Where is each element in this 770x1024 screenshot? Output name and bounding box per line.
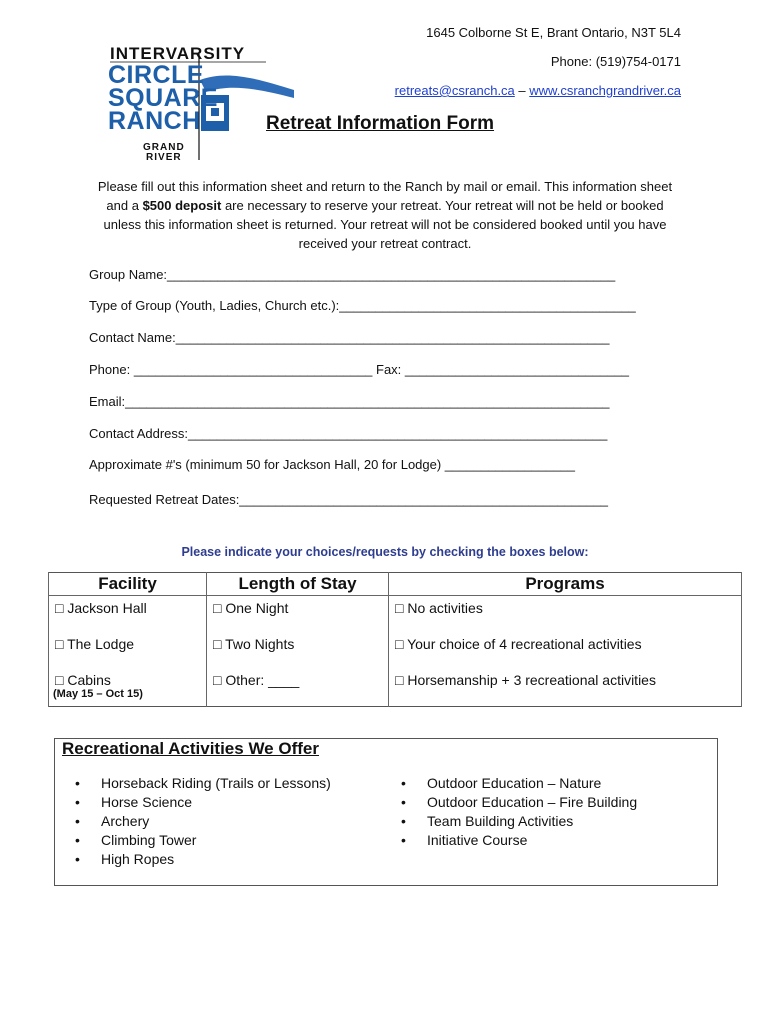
- header-programs: Programs: [389, 573, 742, 596]
- checkbox-four-activities[interactable]: □ Your choice of 4 recreational activities: [389, 632, 742, 668]
- list-item: • Outdoor Education – Fire Building: [401, 793, 637, 812]
- retreat-dates-field[interactable]: Requested Retreat Dates:___________________________________________________: [89, 492, 609, 507]
- checkbox-horsemanship[interactable]: □ Horsemanship + 3 recreational activities: [389, 668, 742, 707]
- group-type-field[interactable]: Type of Group (Youth, Ladies, Church etc.):_________________________________________: [89, 298, 636, 313]
- checkbox-jackson-hall[interactable]: □ Jackson Hall: [49, 596, 207, 633]
- website-link[interactable]: www.csranchgrandriver.ca: [529, 83, 681, 98]
- address: 1645 Colborne St E, Brant Ontario, N3T 5L4: [426, 25, 681, 40]
- checkbox-the-lodge[interactable]: □ The Lodge: [49, 632, 207, 668]
- contact-address-field[interactable]: Contact Address:__________________________________________________________: [89, 426, 608, 441]
- choices-header-row: [49, 573, 742, 596]
- checkbox-instructions: Please indicate your choices/requests by checking the boxes below:: [181, 545, 589, 559]
- list-item: • Outdoor Education – Nature: [401, 774, 637, 793]
- table-row: [49, 596, 742, 633]
- checkbox-one-night[interactable]: □ One Night: [207, 596, 389, 633]
- checkbox-other-length[interactable]: □ Other: ____: [207, 668, 389, 707]
- intervarsity-wordmark: INTERVARSITY: [110, 44, 246, 63]
- list-item: • Horseback Riding (Trails or Lessons): [75, 774, 331, 793]
- phone: Phone: (519)754-0171: [550, 54, 681, 69]
- list-item: • Team Building Activities: [401, 812, 637, 831]
- intro-text: Please fill out this information sheet and return to the Ranch by mail or email. This information sheet and a $500 deposit are necessary to reserve your retreat. Your retreat will not be held or booked unless this information sheet is returned. Your retreat will not be considered booked until you have received your retreat contract.: [97, 179, 673, 251]
- contact-links: [395, 82, 681, 100]
- checkbox-two-nights[interactable]: □ Two Nights: [207, 632, 389, 668]
- choices-table: [48, 572, 742, 707]
- checkbox-cabins[interactable]: □ Cabins: [55, 672, 111, 688]
- header-facility: Facility: [49, 573, 207, 596]
- email-link[interactable]: retreats@csranch.ca: [394, 83, 515, 98]
- cabins-season-note: (May 15 – Oct 15): [53, 688, 143, 700]
- header-length-of-stay: Length of Stay: [207, 573, 389, 596]
- grand-river-wordmark: GRAND RIVER: [143, 142, 185, 163]
- approximate-numbers-field[interactable]: Approximate #'s (minimum 50 for Jackson Hall, 20 for Lodge) __________________: [89, 457, 575, 472]
- facility-cabins-cell: [49, 668, 207, 707]
- list-item: • Horse Science: [75, 793, 331, 812]
- activities-title: Recreational Activities We Offer: [62, 739, 319, 758]
- list-item: • Archery: [75, 812, 331, 831]
- contact-name-field[interactable]: Contact Name:____________________________________________________________: [89, 330, 610, 345]
- table-row: [49, 632, 742, 668]
- list-item: • Initiative Course: [401, 831, 637, 850]
- email-field[interactable]: Email:___________________________________________________________________: [89, 394, 610, 409]
- list-item: • Climbing Tower: [75, 831, 331, 850]
- deposit-amount: $500 deposit: [142, 198, 222, 213]
- phone-fax-field[interactable]: Phone: _________________________________ Fax: _______________________________: [89, 362, 630, 377]
- activities-list-right: [401, 774, 637, 850]
- checkbox-no-activities[interactable]: □ No activities: [389, 596, 742, 633]
- list-item: • High Ropes: [75, 850, 331, 869]
- table-row: [49, 668, 742, 707]
- activities-list-left: [75, 774, 331, 869]
- group-name-field[interactable]: Group Name:______________________________________________________________: [89, 267, 616, 282]
- form-title: Retreat Information Form: [266, 113, 495, 134]
- link-separator: –: [514, 83, 530, 98]
- activities-box: [54, 738, 718, 886]
- ranch-wordmark: CIRCLE SQUARE RANCH: [108, 61, 218, 135]
